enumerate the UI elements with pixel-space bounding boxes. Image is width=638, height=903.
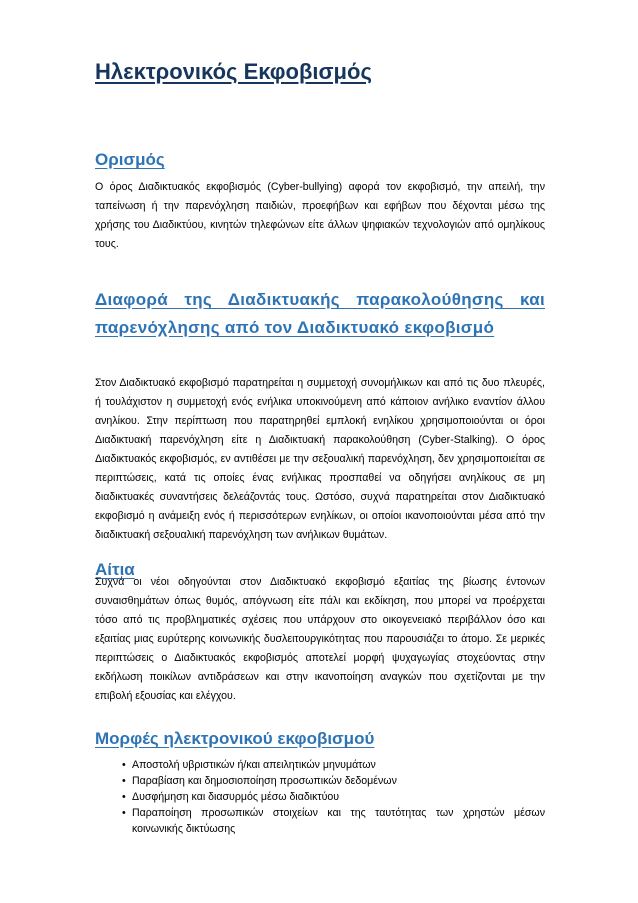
bullet-icon: • <box>122 791 126 803</box>
list-item-text: Δυσφήμηση και διασυρμός μέσω διαδικτύου <box>132 791 340 803</box>
heading-forms: Μορφές ηλεκτρονικού εκφοβισμού <box>95 729 375 748</box>
list-item <box>122 757 545 773</box>
paragraph-causes: Συχνά οι νέοι οδηγούνται στον Διαδικτυακό εκφοβισμό εξαιτίας της βίωσης έντονων συναισθημάτων όπως θυμός, απόγνωση είτε πάλι και εκδίκηση, που μπορεί να προέρχεται τόσο από τις προβληματικές σχέσεις που υπάρχουν στο οικογενειακό περιβάλλον όσο και εξαιτίας μιας ευρύτερης κοινωνικής δυσλειτουργικότητας που παρουσιάζει το άτομο. Σε μερικές περιπτώσεις ο Διαδικτυακός εκφοβισμός αποτελεί μορφή ψυχαγωγίας στοχεύοντας στην εκδήλωση ποικίλων αντιδράσεων και στην ικανοποίηση αναγκών που σχετίζονται με την επιβολή εξουσίας και ελέγχου. <box>95 576 545 702</box>
list-item-text: Αποστολή υβριστικών ή/και απειλητικών μηνυμάτων <box>132 759 376 771</box>
document-title: Ηλεκτρονικός Εκφοβισμός <box>95 59 372 84</box>
bullet-icon: • <box>122 807 126 819</box>
bullet-icon: • <box>122 775 126 787</box>
list-item <box>122 805 545 837</box>
list-item-text: Παραποίηση προσωπικών στοιχείων και της ταυτότητας των χρηστών μέσων κοινωνικής δικτύωσης <box>132 807 545 835</box>
list-item <box>122 773 545 789</box>
heading-causes: Αίτια <box>95 560 135 579</box>
list-item-text: Παραβίαση και δημοσιοποίηση προσωπικών δεδομένων <box>132 775 397 787</box>
bullet-icon: • <box>122 759 126 771</box>
paragraph-difference: Στον Διαδικτυακό εκφοβισμό παρατηρείται η συμμετοχή συνομήλικων και από τις δυο πλευρές, ή τουλάχιστον η συμμετοχή ενός ενήλικα υποκινούμενη από κάποιον ανήλικο εναντίον άλλου ανηλίκου. Στην περίπτωση που παρατηρηθεί εμπλοκή ενηλίκου χρησιμοποιούνται οι όροι Διαδικτυακή παρενόχληση είτε η Διαδικτυακή παρακολούθηση (Cyber-Stalking). Ο όρος Διαδικτυακός εκφοβισμός, εν αντιθέσει με την σεξουαλική παρενόχληση, δεν χρησιμοποιείται σε περιπτώσεις, κατά τις οποίες ένας ενήλικας προσπαθεί να οδηγήσει ανηλίκους σε μη διαδικτυακές συναντήσεις δελεάζοντάς τους. Ωστόσο, συχνά παρατηρείται στον Διαδικτυακό εκφοβισμό η ανάμειξη ενός ή περισσότερων ενηλίκων, οι οποίοι ικανοποιούνται μέσα από την διαδικτυακή σεξουαλική παρενόχληση των ανήλικων θυμάτων. <box>95 377 545 541</box>
forms-list <box>122 757 545 837</box>
heading-difference: Διαφορά της Διαδικτυακής παρακολούθησης και παρενόχλησης από τον Διαδικτυακό εκφοβισμό <box>95 290 545 337</box>
paragraph-definition: Ο όρος Διαδικτυακός εκφοβισμός (Cyber-bullying) αφορά τον εκφοβισμό, την απειλή, την ταπείνωση ή την παρενόχληση παιδιών, προεφήβων και εφήβων που δέχονται μέσω της χρήσης του Διαδικτύου, κινητών τηλεφώνων είτε άλλων ψηφιακών τεχνολογιών από ομηλίκους τους. <box>95 181 545 250</box>
heading-definition: Ορισμός <box>95 150 165 169</box>
list-item <box>122 789 545 805</box>
